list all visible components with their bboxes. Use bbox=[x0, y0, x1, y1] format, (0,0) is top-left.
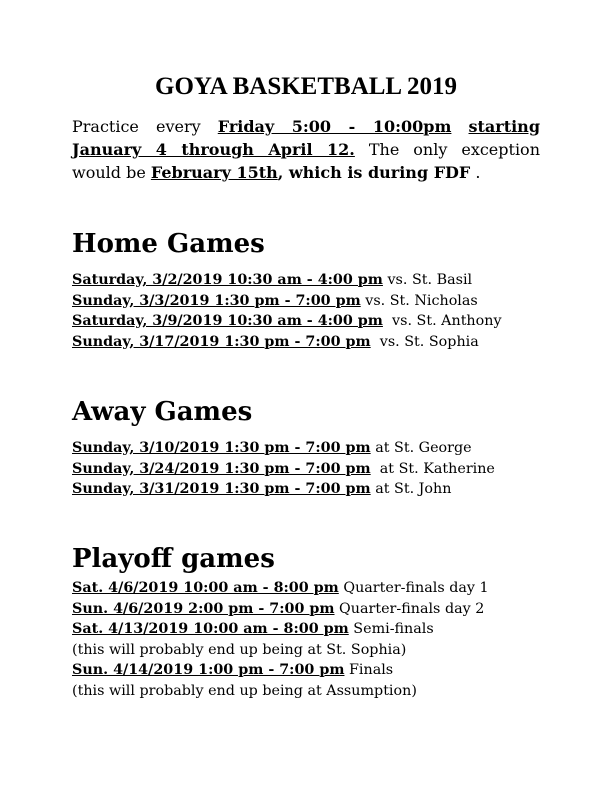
game-opponent: at St. George bbox=[370, 440, 472, 456]
exception-reason: , which is during FDF bbox=[277, 163, 471, 182]
game-row bbox=[72, 681, 552, 702]
away-games-list bbox=[72, 438, 552, 500]
game-opponent: vs. St. Sophia bbox=[370, 333, 479, 350]
intro-space bbox=[451, 117, 468, 136]
practice-range: January 4 through April 12. bbox=[72, 140, 355, 159]
practice-time: Friday 5:00 - 10:00pm bbox=[217, 117, 452, 136]
game-row bbox=[72, 311, 552, 332]
game-row bbox=[72, 459, 552, 480]
intro-text: would be bbox=[72, 163, 151, 182]
game-date: Sunday, 3/31/2019 1:30 pm - 7:00 pm bbox=[72, 481, 371, 497]
game-date: Sunday, 3/3/2019 1:30 pm - 7:00 pm bbox=[72, 292, 361, 309]
page-title: GOYA BASKETBALL 2019 bbox=[155, 73, 457, 100]
playoff-games-heading: Playoff games bbox=[72, 544, 275, 574]
exception-date: February 15th bbox=[150, 163, 278, 182]
game-row bbox=[72, 660, 552, 681]
home-games-heading: Home Games bbox=[72, 229, 265, 259]
game-date: Sat. 4/13/2019 10:00 am - 8:00 pm bbox=[72, 621, 349, 637]
game-row bbox=[72, 640, 552, 661]
game-row bbox=[72, 270, 552, 291]
game-opponent: vs. St. Basil bbox=[382, 272, 473, 288]
game-date: Saturday, 3/9/2019 10:30 am - 4:00 pm bbox=[72, 313, 383, 329]
game-date: Saturday, 3/2/2019 10:30 am - 4:00 pm bbox=[72, 272, 383, 288]
intro-line-2 bbox=[72, 138, 540, 161]
game-row bbox=[72, 479, 552, 500]
intro-text: Practice every bbox=[72, 117, 218, 136]
intro-line-3 bbox=[72, 161, 540, 184]
game-row bbox=[72, 578, 552, 599]
intro-period: . bbox=[470, 163, 481, 182]
game-note: (this will probably end up being at St. Sophia) bbox=[72, 641, 407, 658]
game-opponent: at St. Katherine bbox=[370, 460, 495, 477]
game-opponent: Semi-finals bbox=[348, 621, 434, 637]
game-opponent: Quarter-finals day 1 bbox=[338, 580, 489, 596]
intro-text: The only exception bbox=[354, 140, 540, 159]
game-opponent: at St. John bbox=[370, 481, 452, 497]
game-opponent: vs. St. Nicholas bbox=[360, 292, 478, 309]
game-note: (this will probably end up being at Assumption) bbox=[72, 682, 417, 699]
home-games-list bbox=[72, 270, 552, 352]
game-date: Sunday, 3/10/2019 1:30 pm - 7:00 pm bbox=[72, 440, 371, 456]
game-date: Sunday, 3/17/2019 1:30 pm - 7:00 pm bbox=[72, 333, 371, 350]
game-opponent: Finals bbox=[344, 662, 394, 678]
practice-paragraph bbox=[72, 115, 540, 184]
game-date: Sun. 4/6/2019 2:00 pm - 7:00 pm bbox=[72, 600, 335, 617]
game-opponent: vs. St. Anthony bbox=[382, 313, 502, 329]
game-row bbox=[72, 291, 552, 312]
game-row bbox=[72, 438, 552, 459]
intro-starting: starting bbox=[468, 117, 540, 136]
playoff-games-list bbox=[72, 578, 552, 701]
game-row bbox=[72, 599, 552, 620]
game-date: Sunday, 3/24/2019 1:30 pm - 7:00 pm bbox=[72, 460, 371, 477]
intro-line-1 bbox=[72, 115, 540, 138]
game-row bbox=[72, 619, 552, 640]
game-opponent: Quarter-finals day 2 bbox=[334, 600, 485, 617]
away-games-heading: Away Games bbox=[72, 397, 253, 427]
game-row bbox=[72, 332, 552, 353]
game-date: Sun. 4/14/2019 1:00 pm - 7:00 pm bbox=[72, 662, 345, 678]
game-date: Sat. 4/6/2019 10:00 am - 8:00 pm bbox=[72, 580, 339, 596]
